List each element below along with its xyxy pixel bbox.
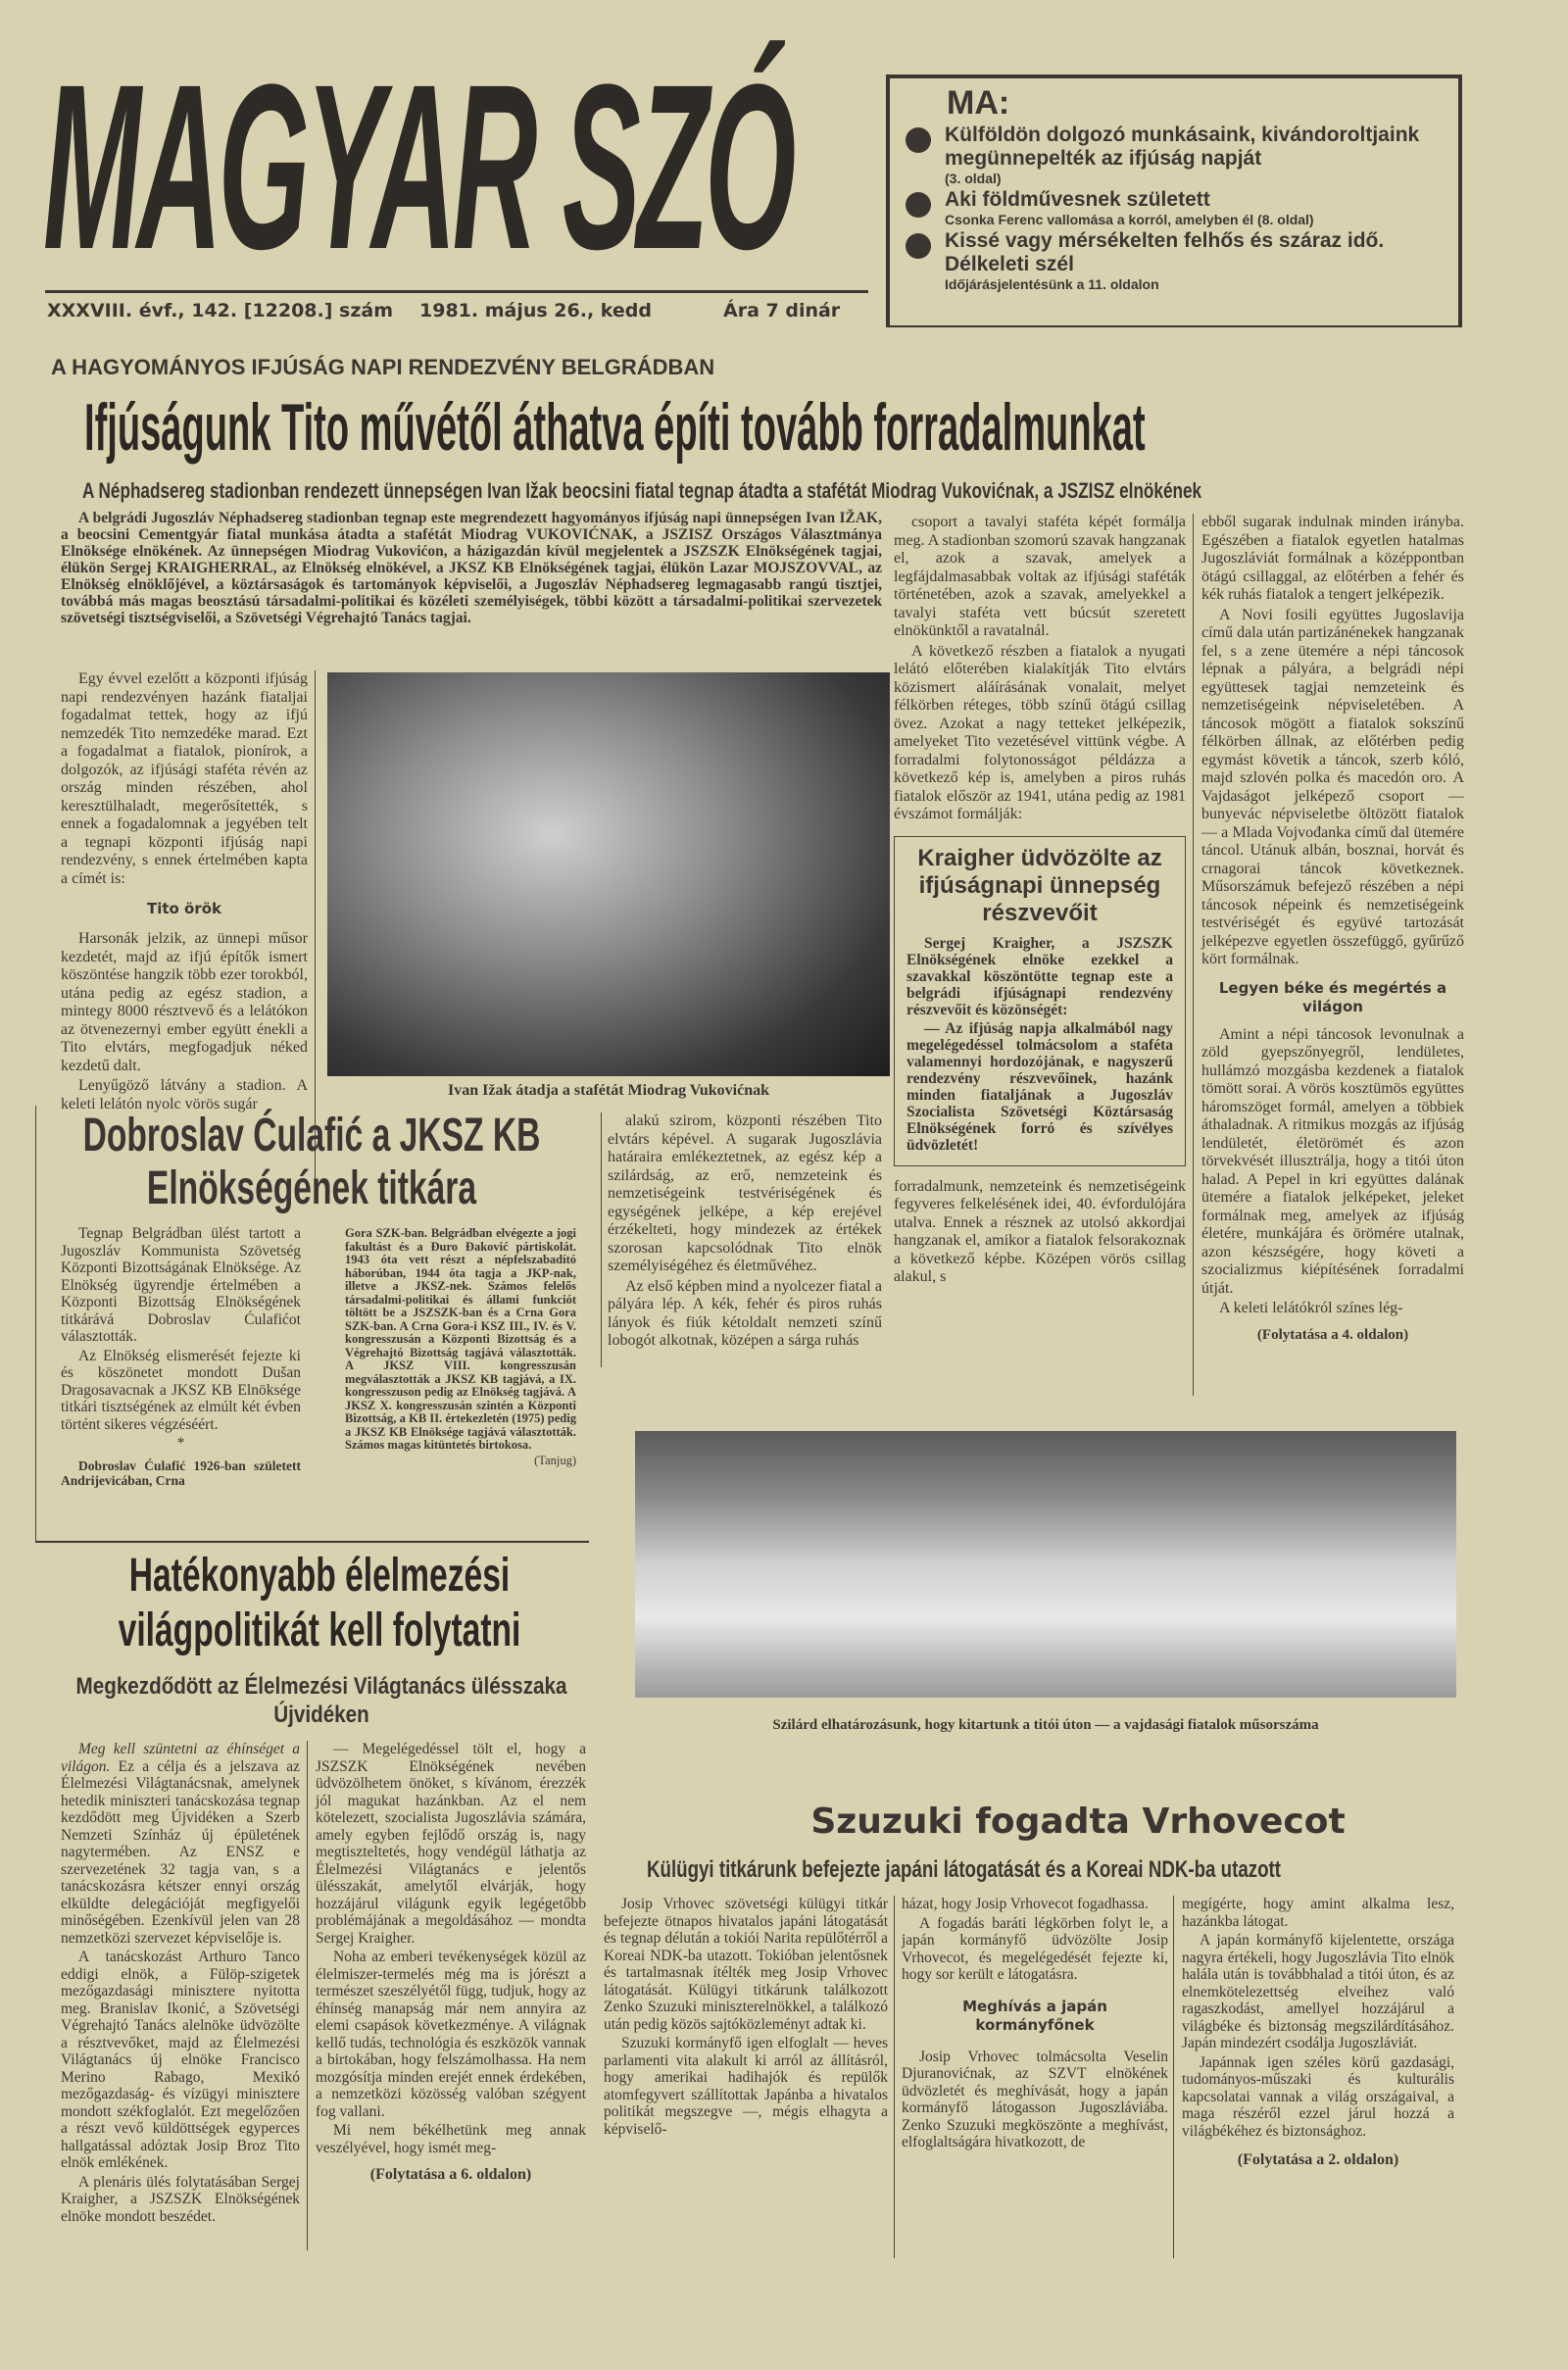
paragraph: Japánnak igen széles körű gazdasági, tudományos-műszaki és kulturális kapcsolatai vannak a világ országaival, a maga részéről ezzel járul hozzá a világbékéhez és biztonsághoz. — [1182, 2053, 1454, 2140]
section-subhead: Tito örök — [146, 900, 222, 917]
news-source: (Tanjug) — [534, 1453, 576, 1467]
photo-caption: Ivan Ižak átadja a stafétát Miodrag Vukovićnak — [447, 1082, 770, 1099]
today-item-sub: Csonka Ferenc vallomása a korról, amelyben él (8. oldal) — [945, 212, 1314, 227]
lead-col1 — [61, 670, 308, 1115]
paragraph: alakú szirom, központi részében Tito elvtárs képével. A sugarak Jugoszlávia határaira emlékeztetnek, az egész kép a szilárdság, az erő, nemzeteink és nemzetiségeink testvériségének és egységének jelképe, a kép erejével érzékelteti, hogy mindezek az értékek szorosan kapcsolódnak Tito elnök személyiségéhez és életművéhez. — [608, 1112, 882, 1274]
price: Ára 7 dinár — [723, 300, 841, 321]
paragraph — [61, 1741, 300, 1947]
paragraph: A fogadás baráti légkörben folyt le, a japán kormányfő üdvözölte Josip Vrhovecot, és megelégedését fejezte ki, hogy sor került e látogatásra. — [902, 1914, 1168, 1983]
paragraph: — Megelégedéssel tölt el, hogy a JSZSZK Elnökségének nevében üdvözölhetem önöket, s kívánom, érezzék jól magukat hazánkban. Az el nem kötelezett, szocialista Jugoszlávia számára, amely egyben fejlődő ország is, nagy megtiszteltetés, hogy vendégül láthatja az Élelmezési Világtanács e jelentős ülésszakát, amelytől elvárják, hogy hozzájárul világunk egyik legégetőbb problémájának a megoldásához — mondta Sergej Kraigher. — [316, 1741, 586, 1947]
paragraph: házat, hogy Josip Vrhovecot fogadhassa. — [902, 1896, 1149, 1912]
section-subhead: Meghívás a japán kormányfőnek — [962, 1997, 1107, 2034]
suzuki-col3 — [1182, 1896, 1454, 2169]
lead-text: A belgrádi Jugoszláv Néphadsereg stadionban tegnap este megrendezett hagyományos ifjúság napi ünnepségen Ivan IŽAK, a beocsini Cementgyár fiatal munkása átadta a stafétát Miodrag VUKOVIĆNAK, a JSZISZ Országos Választmánya Elnöksége elnökének. Az ünnepségen Miodrag Vukovićon, a házigazdán kívül megjelentek a JSZSZK Elnökségének tagjai, élükön Sergej KRAIGHERRAL, az Elnökség elnökével, a JKSZ KB Elnökségének tagjai, élükön Lazar MOJSZOVVAL, az Elnökség elnöklőjével, a köztársaságok és tartományok képviselői, a Jugoszláv Néphadsereg legmagasabb rangú tisztjei, továbbá más magas beosztású társadalmi-politikai és közéleti személyiségek, többi között a társadalmi-politikai szervezetek szövetségi tisztségviselői, a Szövetségi Végrehajtó Tanács tagjai. — [61, 510, 882, 626]
photo-youth-performance — [635, 1431, 1456, 1698]
paragraph: csoport a tavalyi staféta képét formálja meg. A stadionban szomorú szavak hangzanak el, azok a szavak, amelyek a legfájdalmasabbak voltak az ifjúsági staféták történetében, azok a szavak, amelyekkel a tavalyi staféta vett búcsút szeretett elnökünktől a ravatalnál. — [894, 514, 1186, 639]
suzuki-col1 — [604, 1896, 888, 2140]
kraigher-headline: Kraigher üdvözölte az ifjúságnapi ünnepség részvevőit — [917, 844, 1162, 926]
today-item[interactable] — [906, 123, 1443, 186]
food-col2 — [316, 1741, 586, 2184]
paragraph: A következő részben a fiatalok a nyugati lelátó előterében kialakítják Tito elvtárs közismert aláírásának vonalait, melyet félkörben réteges, több színű ötágú csillag övez. Azokat a nagy tetteket jelképezik, amelyeket Tito vezetésével vittünk végbe. A forradalmi folytonosságot példázza a következő kép is, amelyben a piros ruhás fiatalok először az 1941, utána pedig az 1981 évszámot formálják: — [894, 642, 1186, 822]
column-rule — [315, 670, 316, 1180]
today-item[interactable] — [906, 229, 1443, 292]
lead-subhead: A Néphadsereg stadionban rendezett ünnepségen Ivan Ižak beocsini fiatal tegnap átadta a stafétát Miodrag Vukovićnak, a JSZISZ elnökének — [82, 478, 1202, 503]
today-item-sub: (3. oldal) — [945, 171, 1002, 186]
column-rule — [601, 1112, 602, 1367]
paragraph: A japán kormányfő kijelentette, országa nagyra értékeli, hogy Jugoszlávia Tito elnök halála után is továbbhalad a titói úton, és az elnemkötelezettség elveihez való ragaszkodást, amellyel hozzájárul a világbéke és biztonság megszilárdításához. Japán mindezért csodálja Jugoszláviát. — [1182, 1932, 1454, 2051]
today-box — [886, 74, 1462, 327]
food-subhead: Megkezdődött az Élelmezési Világtanács ülésszaka Újvidéken — [75, 1673, 567, 1728]
lead-paragraph — [61, 510, 882, 628]
paragraph: — Az ifjúság napja alkalmából nagy megelégedéssel tolmácsolom a staféta valamennyi hordozójának, e nagyszerű rendezvény részvevőinek, hazánk minden fiataljának a Jugoszláv Szocialista Szövetségi Köztársaság Elnökségének forró és szívélyes üdvözletét! — [906, 1019, 1173, 1154]
paragraph: Josip Vrhovec tolmácsolta Veselin Djuranovićnak, az SZVT elnökének üdvözletét és meghívását, hogy a japán kormányfő látogasson Jugoszláviába. Zenko Szuzuki megköszönte a meghívást, elfoglaltságára hivatkozott, de — [902, 2048, 1168, 2150]
today-item-title: Aki földművesnek született — [945, 188, 1210, 211]
section-subhead: Legyen béke és megértés a világon — [1218, 978, 1447, 1015]
paragraph-text: Ez a célja és a jelszava az Élelmezési Világtanácsnak, amelynek hetedik miniszteri tanácskozása tegnap kezdődött meg Újvidéken a Szerb Nemzeti Színház új épületének nagytermében. Az ENSZ e szervezetének 32 tagja van, s a tanácskozásra kétszer ennyi ország elküldte delegációját megfigyelői minőségében. Ezenkívül jelen van 28 nemzetközi szervezet képviselője is. — [61, 1757, 301, 1947]
photo-caption: Szilárd elhatározásunk, hogy kitartunk a titói úton — a vajdasági fiatalok műsorszáma — [772, 1717, 1319, 1733]
culafic-col2 — [345, 1227, 576, 1467]
today-item[interactable] — [906, 188, 1443, 227]
paragraph: A Novi fosili együttes Jugoslavija című dala után partizánénekek hangzanak fel, s a zene ütemére a népi táncosok lépnak a pályára, a belgrádi népi együttesek tagjai nemzeteink és nemzetiségeink népviseletében. A táncosok mögött a fiatalok sokszínű félkörben állnak, az előtérben pedig egymást követik a táncok, szerb kóló, majd szlovén polka és macedón oro. A Vajdaságot jelképező csoport — bunyevác népviseletbe öltözött fiatalok — a Mlada Vojvođanka című dal ütemére táncol. Utánuk albán, bosznai, horvát és crnagorai táncok következnek. Műsorszámuk befejező részében a népi táncosok népeink és nemzetiségeink testvériségét és együvé tartozását jelképezve egyetlen összefüggő, gyűrűző kört formálnak. — [1201, 606, 1464, 967]
paragraph: ebből sugarak indulnak minden irányba. Egészében a fiatalok egyetlen hatalmas Jugoszláviát formálnak a középpontban ötágú csillaggal, az előtérben a fehér és kék ruhás fiatalok a tengert jelképezik. — [1201, 514, 1464, 603]
paragraph: A plenáris ülés folytatásában Sergej Kraigher, a JSZSZK Elnökségének elnöke mondott beszédet. — [61, 2173, 300, 2225]
paragraph: Gora SZK-ban. Belgrádban elvégezte a jogi fakultást és a Đuro Đaković pártiskolát. 1943 óta vett részt a népfelszabadító háborúban, 1944 óta tagja a JKP-nak, illetve a JKSZ-nek. Számos felelős társadalmi-politikai és állami funkciót töltött be a JSZSZK-ban és a Crna Gora SZK-ban. A Crna Gora-i KSZ III., IV. és V. kongresszusán a Központi Bizottság és a Végrehajtó Bizottság tagjává választották. A JKSZ VIII. kongresszusán megválasztották a JKSZ KB tagjává, a IX. kongresszuson pedig az Elnökség tagjává. A JKSZ X. kongresszusán szintén a Központi Bizottság, a KB II. értekezletén (1975) pedig a JKSZ KB Elnöksége tagjává választották. Számos magas kitüntetés birtokosa. — [345, 1226, 576, 1452]
paragraph: A tanácskozást Arthuro Tanco eddigi elnök, a Fülöp-szigetek mezőgazdasági minisztere nyitotta meg. Branislav Ikonić, a Szövetségi Végrehajtó Tanács alelnöke üdvözölte a résztvevőket, majd az Élelmezési Világtanács új elnöke Francisco Merino Rabago, Mexikó mezőgazdaság- és vízügyi minisztere mondott székfoglalót. Ezt megelőzően a részt vevő küldöttségek egyperces hallgatással adóztak Josip Broz Tito elnök emlékének. — [61, 1949, 300, 2171]
masthead-logo: MAGYAR SZÓ — [43, 35, 793, 298]
suzuki-subhead: Külügyi titkárunk befejezte japáni látogatását és a Koreai NDK-ba utazott — [647, 1856, 1282, 1883]
paragraph: A keleti lelátókról színes lég- — [1219, 1300, 1403, 1316]
paragraph: Az első képben mind a nyolcezer fiatal a pályára lép. A kék, fehér és piros ruhás lányok és fiúk kétoldalt nemzeti színű lobogót alkotnak, középen a sárga ruhás — [608, 1277, 882, 1349]
paragraph: Josip Vrhovec szövetségi külügyi titkár befejezte ötnapos hivatalos japáni látogatását és tegnap délután a tokiói Narita repülőtérről a Koreai NDK-ba utazott. Tokióban jelentősnek és tartalmasnak ítélték meg Josip Vrhovec látogatását. Külügyi titkárunk találkozott Zenko Szuzuki miniszterelnökkel, a találkozó után pedig közös sajtóközleményt adtak ki. — [604, 1896, 888, 2033]
culafic-headline: Dobroslav Ćulafić a JKSZ KB Elnökségének titkára — [82, 1110, 541, 1214]
lead-headline: Ifjúságunk Tito művétől áthatva építi tovább forradalmunkat — [84, 390, 1146, 465]
suzuki-headline: Szuzuki fogadta Vrhovecot — [810, 1802, 1346, 1842]
masthead-rule — [45, 290, 868, 293]
paragraph: Mi nem békélhetünk meg annak veszélyével, hogy ismét meg- — [316, 2122, 586, 2156]
paragraph: Dobroslav Ćulafić 1926-ban született Andrijevicában, Crna — [61, 1457, 301, 1488]
lead-kicker: A HAGYOMÁNYOS IFJÚSÁG NAPI RENDEZVÉNY BELGRÁDBAN — [51, 355, 715, 379]
paragraph: Amint a népi táncosok levonulnak a zöld gyepszőnyegről, lendületes, hullámzó mozgásba kezdenek a fiatalok tömött sorai. A vörös kosztümös együttes háromszöget formál, amelyen a többiek áthaladnak. A ritmikus mozgás az ifjúság lendületét, életörömét és azon törvekvését illusztrálja, hogy a titói úton halad. A Pepel in kri együttes dalának ütemére a fiatalok jelképeket, jeleket formálnak meg, amelyek az ifjúság életére, munkájára és örömére utalnak, azon készségére, hogy követi a szocializmus kiépítésének forradalmi útját. — [1201, 1025, 1464, 1297]
bullet-icon — [906, 233, 931, 259]
bullet-icon — [906, 192, 931, 218]
lead-col2 — [608, 1112, 882, 1353]
continued-link[interactable]: (Folytatása a 4. oldalon) — [1256, 1326, 1409, 1343]
suzuki-col2 — [902, 1896, 1168, 2153]
issue-date: 1981. május 26., kedd — [419, 300, 652, 321]
today-item-title: Külföldön dolgozó munkásaink, kivándoroltjaink megünnepelték az ifjúság napját — [945, 123, 1420, 170]
column-rule — [894, 1896, 895, 2258]
bullet-icon — [906, 127, 931, 153]
today-item-title: Kissé vagy mérsékelten felhős és száraz idő. Délkeleti szél — [945, 229, 1385, 275]
paragraph: Noha az emberi tevékenységek közül az élelmiszer-termelés még ma is jórészt a természet szeszélyétől függ, tudjuk, hogy az éhínség manapság már nem annyira az elemi csapások következménye. A világnak kellő tudás, technológia és eszközök vannak a birtokában, hogy felszámolhassa. Ha nem mozgósítja minden erejét ennek érdekében, a nemzetközi közösség valóban szégyent fog vallani. — [316, 1949, 586, 2120]
lead-col4 — [1201, 514, 1464, 1344]
paragraph: Lenyűgöző látvány a stadion. A keleti lelátón nyolc vörös sugár — [61, 1077, 308, 1112]
continued-link[interactable]: (Folytatása a 6. oldalon) — [369, 2166, 532, 2183]
continued-link[interactable]: (Folytatása a 2. oldalon) — [1237, 2151, 1399, 2168]
lead-italic: Meg kell szüntetni az éhínséget a világon. — [61, 1741, 300, 1775]
today-heading: MA: — [947, 84, 1010, 122]
lead-col3 — [894, 514, 1186, 1289]
paragraph: Harsonák jelzik, az ünnepi műsor kezdetét, majd az ifjú építők ismert köszöntése hangzik több ezer torokból, utána pedig az egész stadion, a mintegy 8000 résztvevő és a lelátókon az ötvenezernyi ember együtt énekli a Tito elvtárs, megfogadjuk néked kezdetű dalt. — [61, 930, 308, 1074]
volume-number: XXXVIII. évf., 142. [12208.] szám — [47, 300, 394, 321]
paragraph: Tegnap Belgrádban ülést tartott a Jugoszláv Kommunista Szövetség Központi Bizottságának Elnöksége. Az Elnökség ügyrendje értelmében a Központi Bizottság Elnökségének titkárává Dobroslav Ćulafićot választották. — [61, 1225, 301, 1345]
column-rule — [1173, 1896, 1174, 2258]
paragraph: Szuzuki kormányfő igen elfoglalt — heves parlamenti vita alakult ki arról az állításról, hogy amerikai hadihajók és repülők atomfegyvert szállítottak Japánba a hivatalos politikát megszegve —, mégis elhagyta a képviselő- — [604, 2035, 888, 2138]
food-headline: Hatékonyabb élelmezési világpolitikát kell folytatni — [118, 1550, 521, 1656]
paragraph: Az Elnökség elismerését fejezte ki és köszönetet mondott Dušan Dragosavacnak a JKSZ KB Elnöksége titkári tisztségének az elmúlt két évben történt sikeres végzéséért. — [61, 1347, 301, 1433]
paragraph: Sergej Kraigher, a JSZSZK Elnökségének elnöke ezekkel a szavakkal köszöntötte tegnap este a belgrádi ifjúságnapi rendezvény részvevőit és közönségét: — [906, 934, 1173, 1018]
paragraph: forradalmunk, nemzeteink és nemzetiségeink fegyveres felkelésének idei, 40. évfordulójára utalva. Ennek a résznek az utolsó akkordjai hangzanak el, amikor a fiatalok felsorakoznak a következő képbe. Középen vörös csillag alakul, s — [894, 1177, 1186, 1285]
photo-baton-handover — [327, 672, 890, 1076]
food-col1 — [61, 1741, 300, 2227]
separator: * — [176, 1435, 185, 1452]
kraigher-box — [894, 836, 1186, 1166]
culafic-col1 — [61, 1225, 301, 1490]
today-item-sub: Időjárásjelentésünk a 11. oldalon — [945, 276, 1159, 292]
paragraph: Egy évvel ezelőtt a központi ifjúság napi rendezvényen hazánk fiataljai fogadalmat tettek, hogy az ifjú nemzedék Tito nemzedéke marad. Ezt a fogadalmat a fiatalok, pionírok, a dolgozók, az ifjúsági staféta révén az ország minden részében, ahol keresztülhaladt, megerősítették, s ennek a fogadalomnak a jegyében telt a tegnapi központi ifjúság napi rendezvény, s ennek értelmében kapta a címét is: — [61, 670, 308, 887]
masthead-info — [47, 300, 870, 321]
column-rule — [1193, 514, 1194, 1396]
column-rule — [307, 1741, 308, 2250]
paragraph: megígérte, hogy amint alkalma lesz, hazánkba látogat. — [1182, 1896, 1454, 1930]
